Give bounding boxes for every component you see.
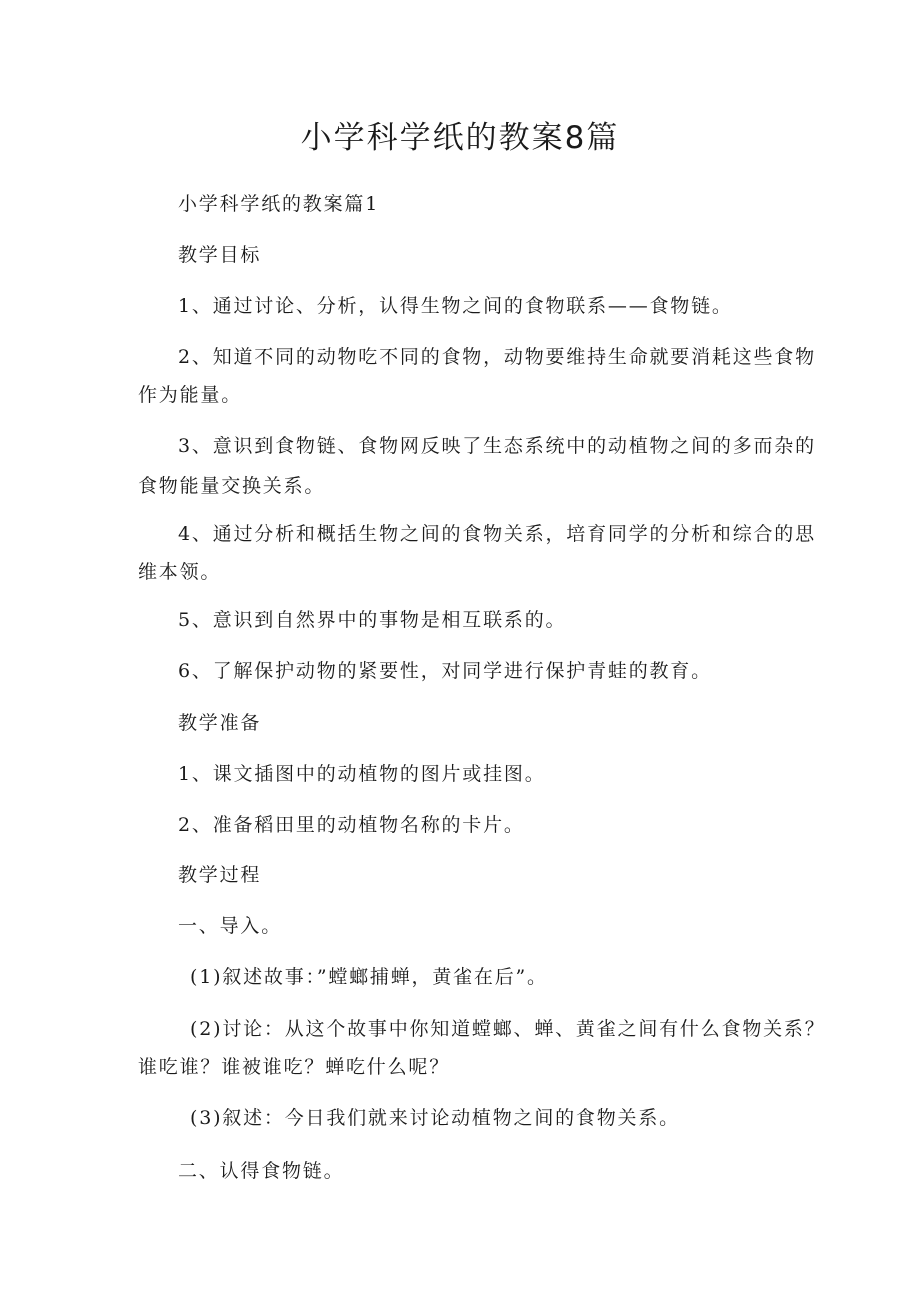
- objective-item-6: 6、了解保护动物的紧要性，对同学进行保护青蛙的教育。: [178, 660, 712, 682]
- process-part-2-heading: 二、认得食物链。: [178, 1160, 345, 1182]
- process-step-3: (3)叙述：今日我们就来讨论动植物之间的食物关系。: [190, 1107, 680, 1129]
- section-heading: 小学科学纸的教案篇1: [178, 193, 380, 215]
- objective-item-3: 3、意识到食物链、食物网反映了生态系统中的动植物之间的多而杂的: [178, 435, 816, 457]
- objective-item-1: 1、通过讨论、分析，认得生物之间的食物联系——食物链。: [178, 295, 733, 317]
- objective-item-2-continued: 作为能量。: [138, 384, 243, 406]
- process-step-1: (1)叙述故事：”螳螂捕蝉，黄雀在后”。: [190, 966, 548, 988]
- preparation-heading: 教学准备: [178, 712, 262, 734]
- objective-item-3-continued: 食物能量交换关系。: [138, 475, 326, 497]
- objective-item-4: 4、通过分析和概括生物之间的食物关系，培育同学的分析和综合的思: [178, 523, 816, 545]
- process-step-2-continued: 谁吃谁？谁被谁吃？蝉吃什么呢？: [138, 1056, 451, 1078]
- objective-item-2: 2、知道不同的动物吃不同的食物，动物要维持生命就要消耗这些食物: [178, 346, 816, 368]
- preparation-item-2: 2、准备稻田里的动植物名称的卡片。: [178, 814, 525, 836]
- preparation-item-1: 1、课文插图中的动植物的图片或挂图。: [178, 763, 546, 785]
- process-step-2: (2)讨论：从这个故事中你知道螳螂、蝉、黄雀之间有什么食物关系？: [190, 1018, 826, 1040]
- objective-item-5: 5、意识到自然界中的事物是相互联系的。: [178, 609, 567, 631]
- document-title: 小学科学纸的教案8篇: [300, 120, 620, 156]
- process-heading: 教学过程: [178, 864, 262, 886]
- objectives-heading: 教学目标: [178, 244, 262, 266]
- process-part-1-heading: 一、导入。: [178, 915, 283, 937]
- objective-item-4-continued: 维本领。: [138, 561, 222, 583]
